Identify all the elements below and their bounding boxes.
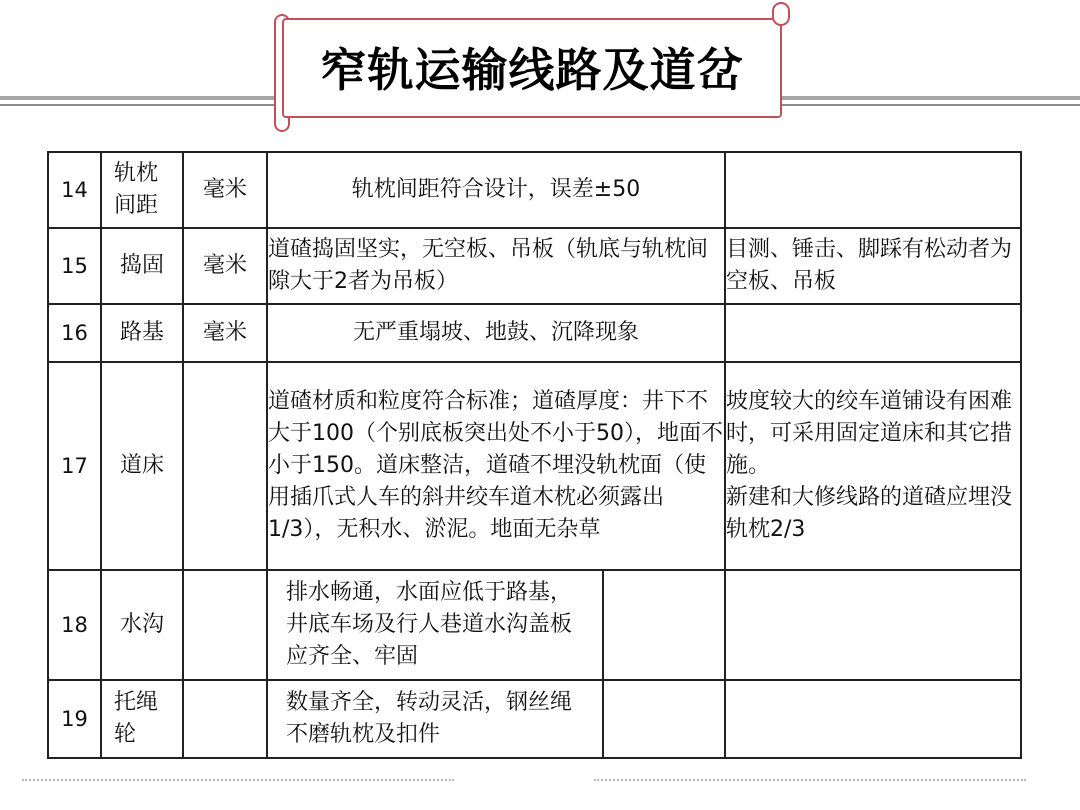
note-text: 坡度较大的绞车道铺设有困难时，可采用固定道床和其它措施。 新建和大修线路的道碴应埋没轨枕2/3 (726, 389, 1013, 542)
page-title: 窄轨运输线路及道岔 (320, 43, 744, 97)
row-requirement: 数量齐全，转动灵活，钢丝绳不磨轨枕及扣件 (267, 680, 603, 758)
spec-table (47, 151, 1022, 759)
row-requirement: 道碴材质和粒度符合标准；道碴厚度：井下不大于100（个别底板突出处不小于50），地面不小于150。道床整洁，道碴不埋没轨枕面（使用插爪式人车的斜井绞车道木枕必须露出1/3），无积水、淤泥。地面无杂草 (267, 362, 725, 570)
row-requirement: 排水畅通，水面应低于路基，井底车场及行人巷道水沟盖板应齐全、牢固 (267, 570, 603, 680)
row-item (101, 152, 183, 228)
row-unit: 毫米 (183, 304, 267, 362)
table-row (48, 152, 1021, 228)
row-extra (603, 680, 725, 758)
row-unit (183, 362, 267, 570)
row-number: 16 (48, 304, 101, 362)
row-item: 水沟 (101, 570, 183, 680)
footer-dotted-line-left (22, 779, 454, 781)
row-unit (183, 680, 267, 758)
row-unit (183, 570, 267, 680)
row-item: 道床 (101, 362, 183, 570)
row-item: 路基 (101, 304, 183, 362)
row-requirement: 轨枕间距符合设计，误差±50 (267, 152, 725, 228)
row-item (101, 680, 183, 758)
row-number: 15 (48, 228, 101, 304)
row-requirement: 无严重塌坡、地鼓、沉降现象 (267, 304, 725, 362)
row-requirement: 道碴捣固坚实，无空板、吊板（轨底与轨枕间隙大于2者为吊板） (267, 228, 725, 304)
row-number: 18 (48, 570, 101, 680)
row-number: 19 (48, 680, 101, 758)
row-note (725, 570, 1021, 680)
item-text: 托绳 轮 (114, 690, 159, 747)
table-row (48, 570, 1021, 680)
row-note (725, 362, 1021, 570)
row-item: 捣固 (101, 228, 183, 304)
row-number: 17 (48, 362, 101, 570)
table-row (48, 228, 1021, 304)
footer-dotted-line-right (594, 779, 1026, 781)
row-note (725, 152, 1021, 228)
row-note (725, 304, 1021, 362)
item-text: 轨枕 间距 (114, 161, 159, 218)
row-unit: 毫米 (183, 228, 267, 304)
table-row (48, 362, 1021, 570)
scroll-curl-right (772, 2, 790, 26)
table-row (48, 680, 1021, 758)
row-extra (603, 570, 725, 680)
row-note: 目测、锤击、脚踩有松动者为空板、吊板 (725, 228, 1021, 304)
row-number: 14 (48, 152, 101, 228)
row-note (725, 680, 1021, 758)
table-row (48, 304, 1021, 362)
row-unit: 毫米 (183, 152, 267, 228)
